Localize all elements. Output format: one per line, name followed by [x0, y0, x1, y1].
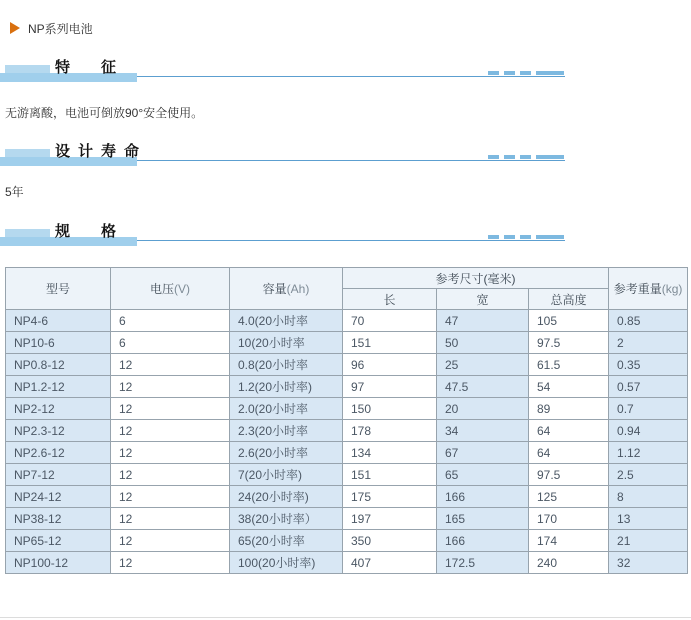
table-cell: 38(20小时率）: [230, 508, 343, 530]
col-header-length: 长: [343, 289, 437, 310]
table-row: [6, 442, 688, 464]
col-header-width: 宽: [437, 289, 529, 310]
table-row: [6, 376, 688, 398]
decor-dashes: [488, 71, 564, 75]
section-header-features: [0, 58, 691, 82]
table-cell: 12: [111, 464, 230, 486]
decor-bar-top: [5, 149, 50, 157]
table-cell: 13: [609, 508, 688, 530]
table-cell: 20: [437, 398, 529, 420]
table-cell: 134: [343, 442, 437, 464]
table-cell: 24(20小时率): [230, 486, 343, 508]
table-cell: 12: [111, 376, 230, 398]
table-cell: 0.8(20小时率: [230, 354, 343, 376]
table-cell: 151: [343, 332, 437, 354]
table-cell: 2: [609, 332, 688, 354]
table-cell: 65: [437, 464, 529, 486]
table-row: [6, 398, 688, 420]
table-cell: 151: [343, 464, 437, 486]
table-cell: 170: [529, 508, 609, 530]
table-cell: 0.94: [609, 420, 688, 442]
table-row: [6, 310, 688, 332]
table-cell: NP65-12: [6, 530, 111, 552]
table-cell: 97.5: [529, 464, 609, 486]
table-cell: 7(20小时率): [230, 464, 343, 486]
table-cell: 100(20小时率): [230, 552, 343, 574]
table-cell: 96: [343, 354, 437, 376]
spec-table-body: [6, 310, 688, 574]
decor-dashes: [488, 155, 564, 159]
decor-rule: [137, 76, 565, 77]
table-cell: 197: [343, 508, 437, 530]
table-cell: 6: [111, 310, 230, 332]
table-cell: 165: [437, 508, 529, 530]
table-cell: 0.35: [609, 354, 688, 376]
col-header-voltage: 电压(V): [111, 268, 230, 310]
table-row: [6, 354, 688, 376]
table-cell: 65(20小时率: [230, 530, 343, 552]
col-header-model: 型号: [6, 268, 111, 310]
decor-bar-top: [5, 65, 50, 73]
table-cell: 54: [529, 376, 609, 398]
table-header-row: [6, 268, 688, 289]
table-cell: 240: [529, 552, 609, 574]
table-cell: 47: [437, 310, 529, 332]
col-header-dimensions-group: 参考尺寸(毫米): [343, 268, 609, 289]
table-cell: 25: [437, 354, 529, 376]
table-cell: 4.0(20小时率: [230, 310, 343, 332]
section-title: 特 征: [55, 59, 125, 76]
table-cell: NP2-12: [6, 398, 111, 420]
page-bottom-divider: [0, 617, 691, 618]
col-header-height: 总高度: [529, 289, 609, 310]
table-row: [6, 508, 688, 530]
table-row: [6, 486, 688, 508]
table-row: [6, 464, 688, 486]
decor-dashes: [488, 235, 564, 239]
table-cell: 12: [111, 420, 230, 442]
table-cell: 2.3(20小时率: [230, 420, 343, 442]
table-cell: 178: [343, 420, 437, 442]
table-cell: 1.12: [609, 442, 688, 464]
table-cell: 32: [609, 552, 688, 574]
table-row: [6, 332, 688, 354]
table-cell: NP4-6: [6, 310, 111, 332]
table-cell: 64: [529, 442, 609, 464]
table-cell: 175: [343, 486, 437, 508]
table-cell: 174: [529, 530, 609, 552]
section-title: 规 格: [55, 223, 125, 240]
table-cell: NP38-12: [6, 508, 111, 530]
col-header-capacity: 容量(Ah): [230, 268, 343, 310]
table-cell: 407: [343, 552, 437, 574]
table-cell: 1.2(20小时率): [230, 376, 343, 398]
table-cell: 172.5: [437, 552, 529, 574]
table-cell: 67: [437, 442, 529, 464]
table-cell: 2.5: [609, 464, 688, 486]
table-cell: NP10-6: [6, 332, 111, 354]
table-cell: 12: [111, 442, 230, 464]
table-cell: 0.85: [609, 310, 688, 332]
table-cell: 12: [111, 486, 230, 508]
breadcrumb-label: NP系列电池: [28, 21, 93, 36]
section-text-features: 无游离酸，电池可倒放90°安全使用。: [5, 106, 204, 120]
table-cell: 89: [529, 398, 609, 420]
table-cell: 34: [437, 420, 529, 442]
table-cell: 97.5: [529, 332, 609, 354]
table-cell: 10(20小时率: [230, 332, 343, 354]
table-cell: NP2.3-12: [6, 420, 111, 442]
table-cell: 64: [529, 420, 609, 442]
table-cell: NP0.8-12: [6, 354, 111, 376]
col-header-weight: 参考重量(kg): [609, 268, 688, 310]
table-cell: 2.6(20小时率: [230, 442, 343, 464]
table-cell: 12: [111, 398, 230, 420]
decor-bar-top: [5, 229, 50, 237]
table-cell: 125: [529, 486, 609, 508]
table-cell: 0.57: [609, 376, 688, 398]
decor-rule: [137, 160, 565, 161]
table-cell: 12: [111, 508, 230, 530]
table-row: [6, 420, 688, 442]
table-cell: 2.0(20小时率: [230, 398, 343, 420]
table-cell: 350: [343, 530, 437, 552]
table-cell: 166: [437, 530, 529, 552]
decor-rule: [137, 240, 565, 241]
table-cell: NP1.2-12: [6, 376, 111, 398]
table-cell: 61.5: [529, 354, 609, 376]
section-text-design-life: 5年: [5, 185, 24, 199]
spec-table-head: [6, 268, 688, 310]
table-cell: 70: [343, 310, 437, 332]
table-cell: 150: [343, 398, 437, 420]
table-cell: 166: [437, 486, 529, 508]
table-cell: NP2.6-12: [6, 442, 111, 464]
table-cell: 12: [111, 552, 230, 574]
section-header-specs: [0, 222, 691, 246]
table-cell: 12: [111, 354, 230, 376]
spec-table: [5, 267, 688, 574]
table-row: [6, 530, 688, 552]
table-cell: 47.5: [437, 376, 529, 398]
section-title: 设计寿命: [55, 143, 148, 160]
arrow-right-icon: [10, 22, 20, 34]
table-cell: 97: [343, 376, 437, 398]
table-cell: 6: [111, 332, 230, 354]
table-cell: 0.7: [609, 398, 688, 420]
table-cell: 8: [609, 486, 688, 508]
breadcrumb: [10, 20, 691, 36]
table-cell: NP24-12: [6, 486, 111, 508]
table-cell: 21: [609, 530, 688, 552]
section-header-design-life: [0, 142, 691, 166]
table-row: [6, 552, 688, 574]
table-cell: 105: [529, 310, 609, 332]
table-cell: 12: [111, 530, 230, 552]
table-cell: NP7-12: [6, 464, 111, 486]
table-cell: 50: [437, 332, 529, 354]
table-cell: NP100-12: [6, 552, 111, 574]
